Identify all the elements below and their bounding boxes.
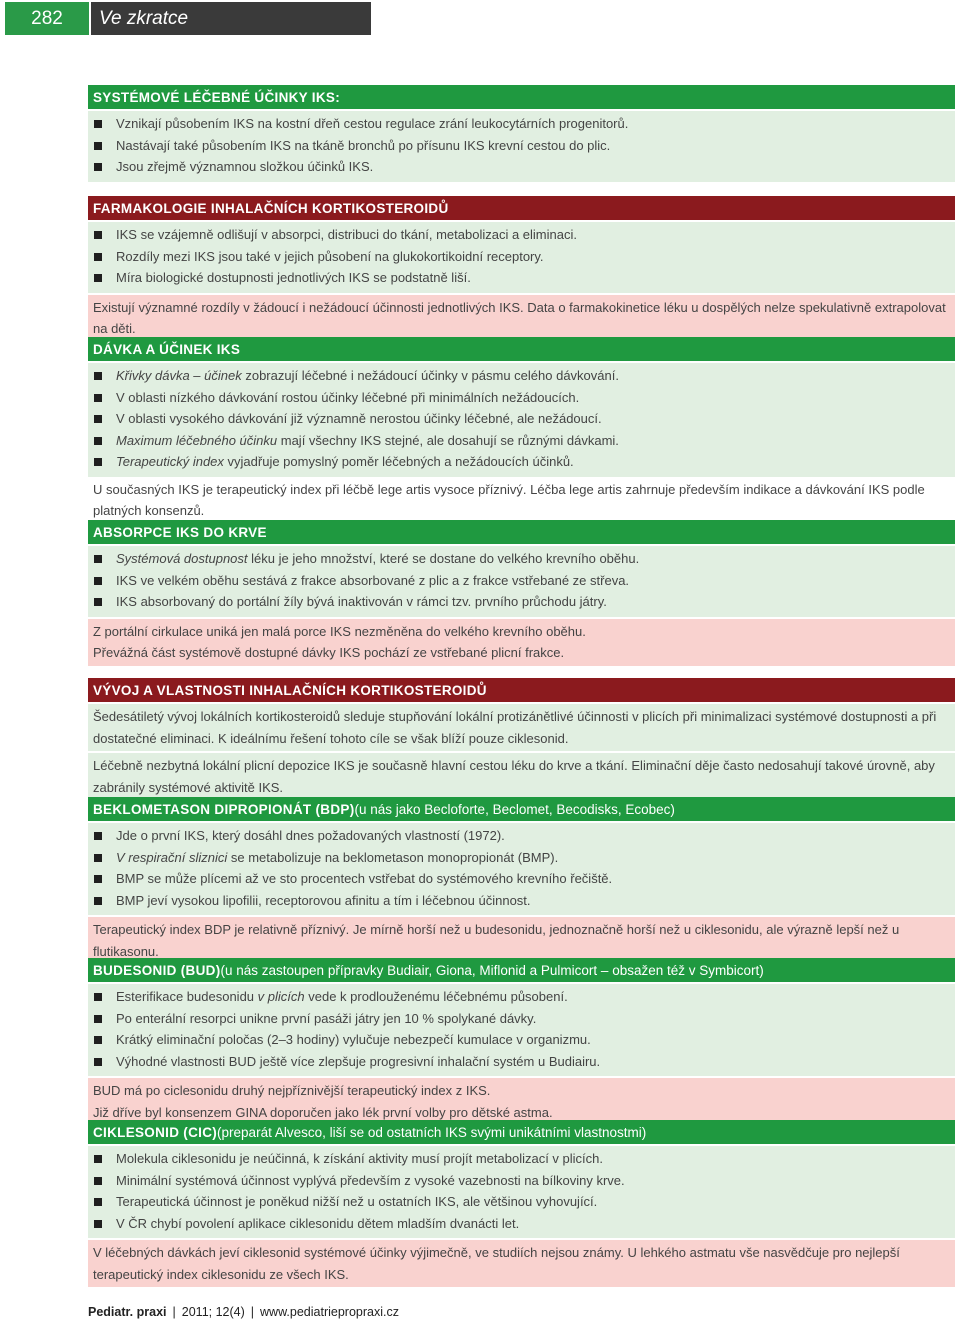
summary-note: BUD má po ciclesonidu druhý nejpříznivější terapeutický index z IKS. Již dříve byl konsenzem GINA doporučen jako lék první volby pro dětské astma. bbox=[88, 1078, 955, 1125]
paragraph: Šedesátiletý vývoj lokálních kortikosteroidů sleduje stupňování lokální protizánětlivé účinnosti v plicích při minimalizaci systémové dostupnosti a při dostatečné eliminaci. K ideálnímu řešení tohoto cíle se však blíží pouze ciklesonid. bbox=[88, 704, 955, 751]
page-number: 282 bbox=[5, 2, 89, 35]
section-development bbox=[88, 678, 955, 800]
bullet-list bbox=[88, 111, 955, 182]
website-link[interactable]: www.pediatriepropraxi.cz bbox=[260, 1305, 399, 1319]
list-item: Rozdíly mezi IKS jsou také v jejich působení na glukokortikoidní receptory. bbox=[88, 246, 955, 268]
section-heading: BUDESONID (BUD) (u nás zastoupen přípravky Budiair, Giona, Miflonid a Pulmicort – obsažen též v Symbicort) bbox=[88, 958, 955, 982]
bullet-list bbox=[88, 984, 955, 1076]
list-item: Systémová dostupnost léku je jeho množství, které se dostane do velkého krevního oběhu. bbox=[88, 548, 955, 570]
list-item: Po enterální resorpci unikne první pasáži játry jen 10 % spolykané dávky. bbox=[88, 1008, 955, 1030]
list-item: Molekula ciklesonidu je neúčinná, k získání aktivity musí projít metabolizací v plicích. bbox=[88, 1148, 955, 1170]
section-bdp bbox=[88, 797, 955, 964]
list-item: Křivky dávka – účinek zobrazují léčebné i nežádoucí účinky v pásmu celého dávkování. bbox=[88, 365, 955, 387]
bullet-list bbox=[88, 1146, 955, 1238]
list-item: V ČR chybí povolení aplikace ciklesonidu dětem mladším dvanácti let. bbox=[88, 1213, 955, 1235]
bullet-list bbox=[88, 823, 955, 915]
list-item: Míra biologické dostupnosti jednotlivých IKS se podstatně liší. bbox=[88, 267, 955, 289]
section-heading: CIKLESONID (CIC) (preparát Alvesco, liší se od ostatních IKS svými unikátními vlastnostmi) bbox=[88, 1120, 955, 1144]
journal-name: Pediatr. praxi bbox=[88, 1305, 167, 1319]
list-item: IKS se vzájemně odlišují v absorpci, distribuci do tkání, metabolizaci a eliminaci. bbox=[88, 224, 955, 246]
list-item: Esterifikace budesonidu v plicích vede k prodlouženému léčebnému působení. bbox=[88, 986, 955, 1008]
list-item: V oblasti vysokého dávkování již významně nerostou účinky léčebné, ale nežádoucí. bbox=[88, 408, 955, 430]
list-item: Výhodné vlastnosti BUD ještě více zlepšuje progresivní inhalační systém u Budiairu. bbox=[88, 1051, 955, 1073]
section-pharmacology bbox=[88, 196, 955, 342]
list-item: Jsou zřejmě významnou složkou účinků IKS. bbox=[88, 156, 955, 178]
section-heading: VÝVOJ A VLASTNOSTI INHALAČNÍCH KORTIKOSTEROIDŮ bbox=[88, 678, 955, 702]
list-item: Krátký eliminační poločas (2–3 hodiny) vylučuje nebezpečí kumulace v organizmu. bbox=[88, 1029, 955, 1051]
summary-note: Existují významné rozdíly v žádoucí i nežádoucí účinnosti jednotlivých IKS. Data o farmakokinetice léku u dospělých nelze spekulativně extrapolovat na děti. bbox=[88, 295, 955, 342]
page-header bbox=[5, 2, 371, 35]
summary-note: Z portální cirkulace uniká jen malá porce IKS nezměněna do velkého krevního oběhu. Převážná část systémově dostupné dávky IKS pochází ze vstřebané plicní frakce. bbox=[88, 619, 955, 666]
bullet-list bbox=[88, 363, 955, 477]
summary-note: Terapeutický index BDP je relativně příznivý. Je mírně horší než u budesonidu, jednoznačně horší než u ciklesonidu, ale výrazně lepší než u flutikasonu. bbox=[88, 917, 955, 964]
summary-note: V léčebných dávkách jeví ciklesonid systémové účinky výjimečně, ve studiích nejsou známy. U lehkého astmatu vše nasvědčuje pro nejlepší terapeutický index ciklesonidu ze všech IKS. bbox=[88, 1240, 955, 1287]
section-ciclesonide bbox=[88, 1120, 955, 1287]
page-title: Ve zkratce bbox=[91, 2, 371, 35]
paragraph: Léčebně nezbytná lokální plicní depozice IKS je současně hlavní cestou léku do krve a tkání. Eliminační děje často nedosahují takové úrovně, aby zabránily systémové aktivitě IKS. bbox=[88, 753, 955, 800]
list-item: Terapeutický index vyjadřuje pomyslný poměr léčebných a nežádoucích účinků. bbox=[88, 451, 955, 473]
section-absorption bbox=[88, 520, 955, 666]
issue: 2011; 12(4) bbox=[181, 1305, 245, 1319]
list-item: Nastávají také působením IKS na tkáně bronchů po přísunu IKS krevní cestou do plic. bbox=[88, 135, 955, 157]
page-footer: Pediatr. praxi | 2011; 12(4) | www.pediatriepropraxi.cz bbox=[88, 1305, 399, 1319]
section-heading: DÁVKA A ÚČINEK IKS bbox=[88, 337, 955, 361]
section-heading: FARMAKOLOGIE INHALAČNÍCH KORTIKOSTEROIDŮ bbox=[88, 196, 955, 220]
section-heading: SYSTÉMOVÉ LÉČEBNÉ ÚČINKY IKS: bbox=[88, 85, 955, 109]
section-dose-effect bbox=[88, 337, 955, 525]
list-item: Maximum léčebného účinku mají všechny IKS stejné, ale dosahují se různými dávkami. bbox=[88, 430, 955, 452]
section-heading: BEKLOMETASON DIPROPIONÁT (BDP) (u nás jako Becloforte, Beclomet, Becodisks, Ecobec) bbox=[88, 797, 955, 821]
list-item: Terapeutická účinnost je poněkud nižší než u ostatních IKS, ale většinou vyhovující. bbox=[88, 1191, 955, 1213]
list-item: V respirační sliznici se metabolizuje na beklometason monopropionát (BMP). bbox=[88, 847, 955, 869]
list-item: Jde o první IKS, který dosáhl dnes požadovaných vlastností (1972). bbox=[88, 825, 955, 847]
bullet-list bbox=[88, 546, 955, 617]
section-heading: ABSORPCE IKS DO KRVE bbox=[88, 520, 955, 544]
list-item: Vznikají působením IKS na kostní dřeň cestou regulace zrání leukocytárních progenitorů. bbox=[88, 113, 955, 135]
bullet-list bbox=[88, 222, 955, 293]
section-systemic-effects bbox=[88, 85, 955, 182]
list-item: BMP jeví vysokou lipofilii, receptorovou afinitu a tím i léčebnou účinnost. bbox=[88, 890, 955, 912]
section-budesonide bbox=[88, 958, 955, 1125]
list-item: BMP se může plícemi až ve sto procentech vstřebat do systémového krevního řečiště. bbox=[88, 868, 955, 890]
list-item: IKS absorbovaný do portální žíly bývá inaktivován v rámci tzv. prvního průchodu játry. bbox=[88, 591, 955, 613]
list-item: Minimální systémová účinnost vyplývá především z vysoké vazebnosti na bílkoviny krve. bbox=[88, 1170, 955, 1192]
summary-text: U současných IKS je terapeutický index při léčbě lege artis vysoce příznivý. Léčba lege artis zahrnuje především indikace a dávkování IKS podle platných konsenzů. bbox=[88, 477, 955, 525]
list-item: IKS ve velkém oběhu sestává z frakce absorbované z plic a z frakce vstřebané ze střeva. bbox=[88, 570, 955, 592]
list-item: V oblasti nízkého dávkování rostou účinky léčebné při minimálních nežádoucích. bbox=[88, 387, 955, 409]
